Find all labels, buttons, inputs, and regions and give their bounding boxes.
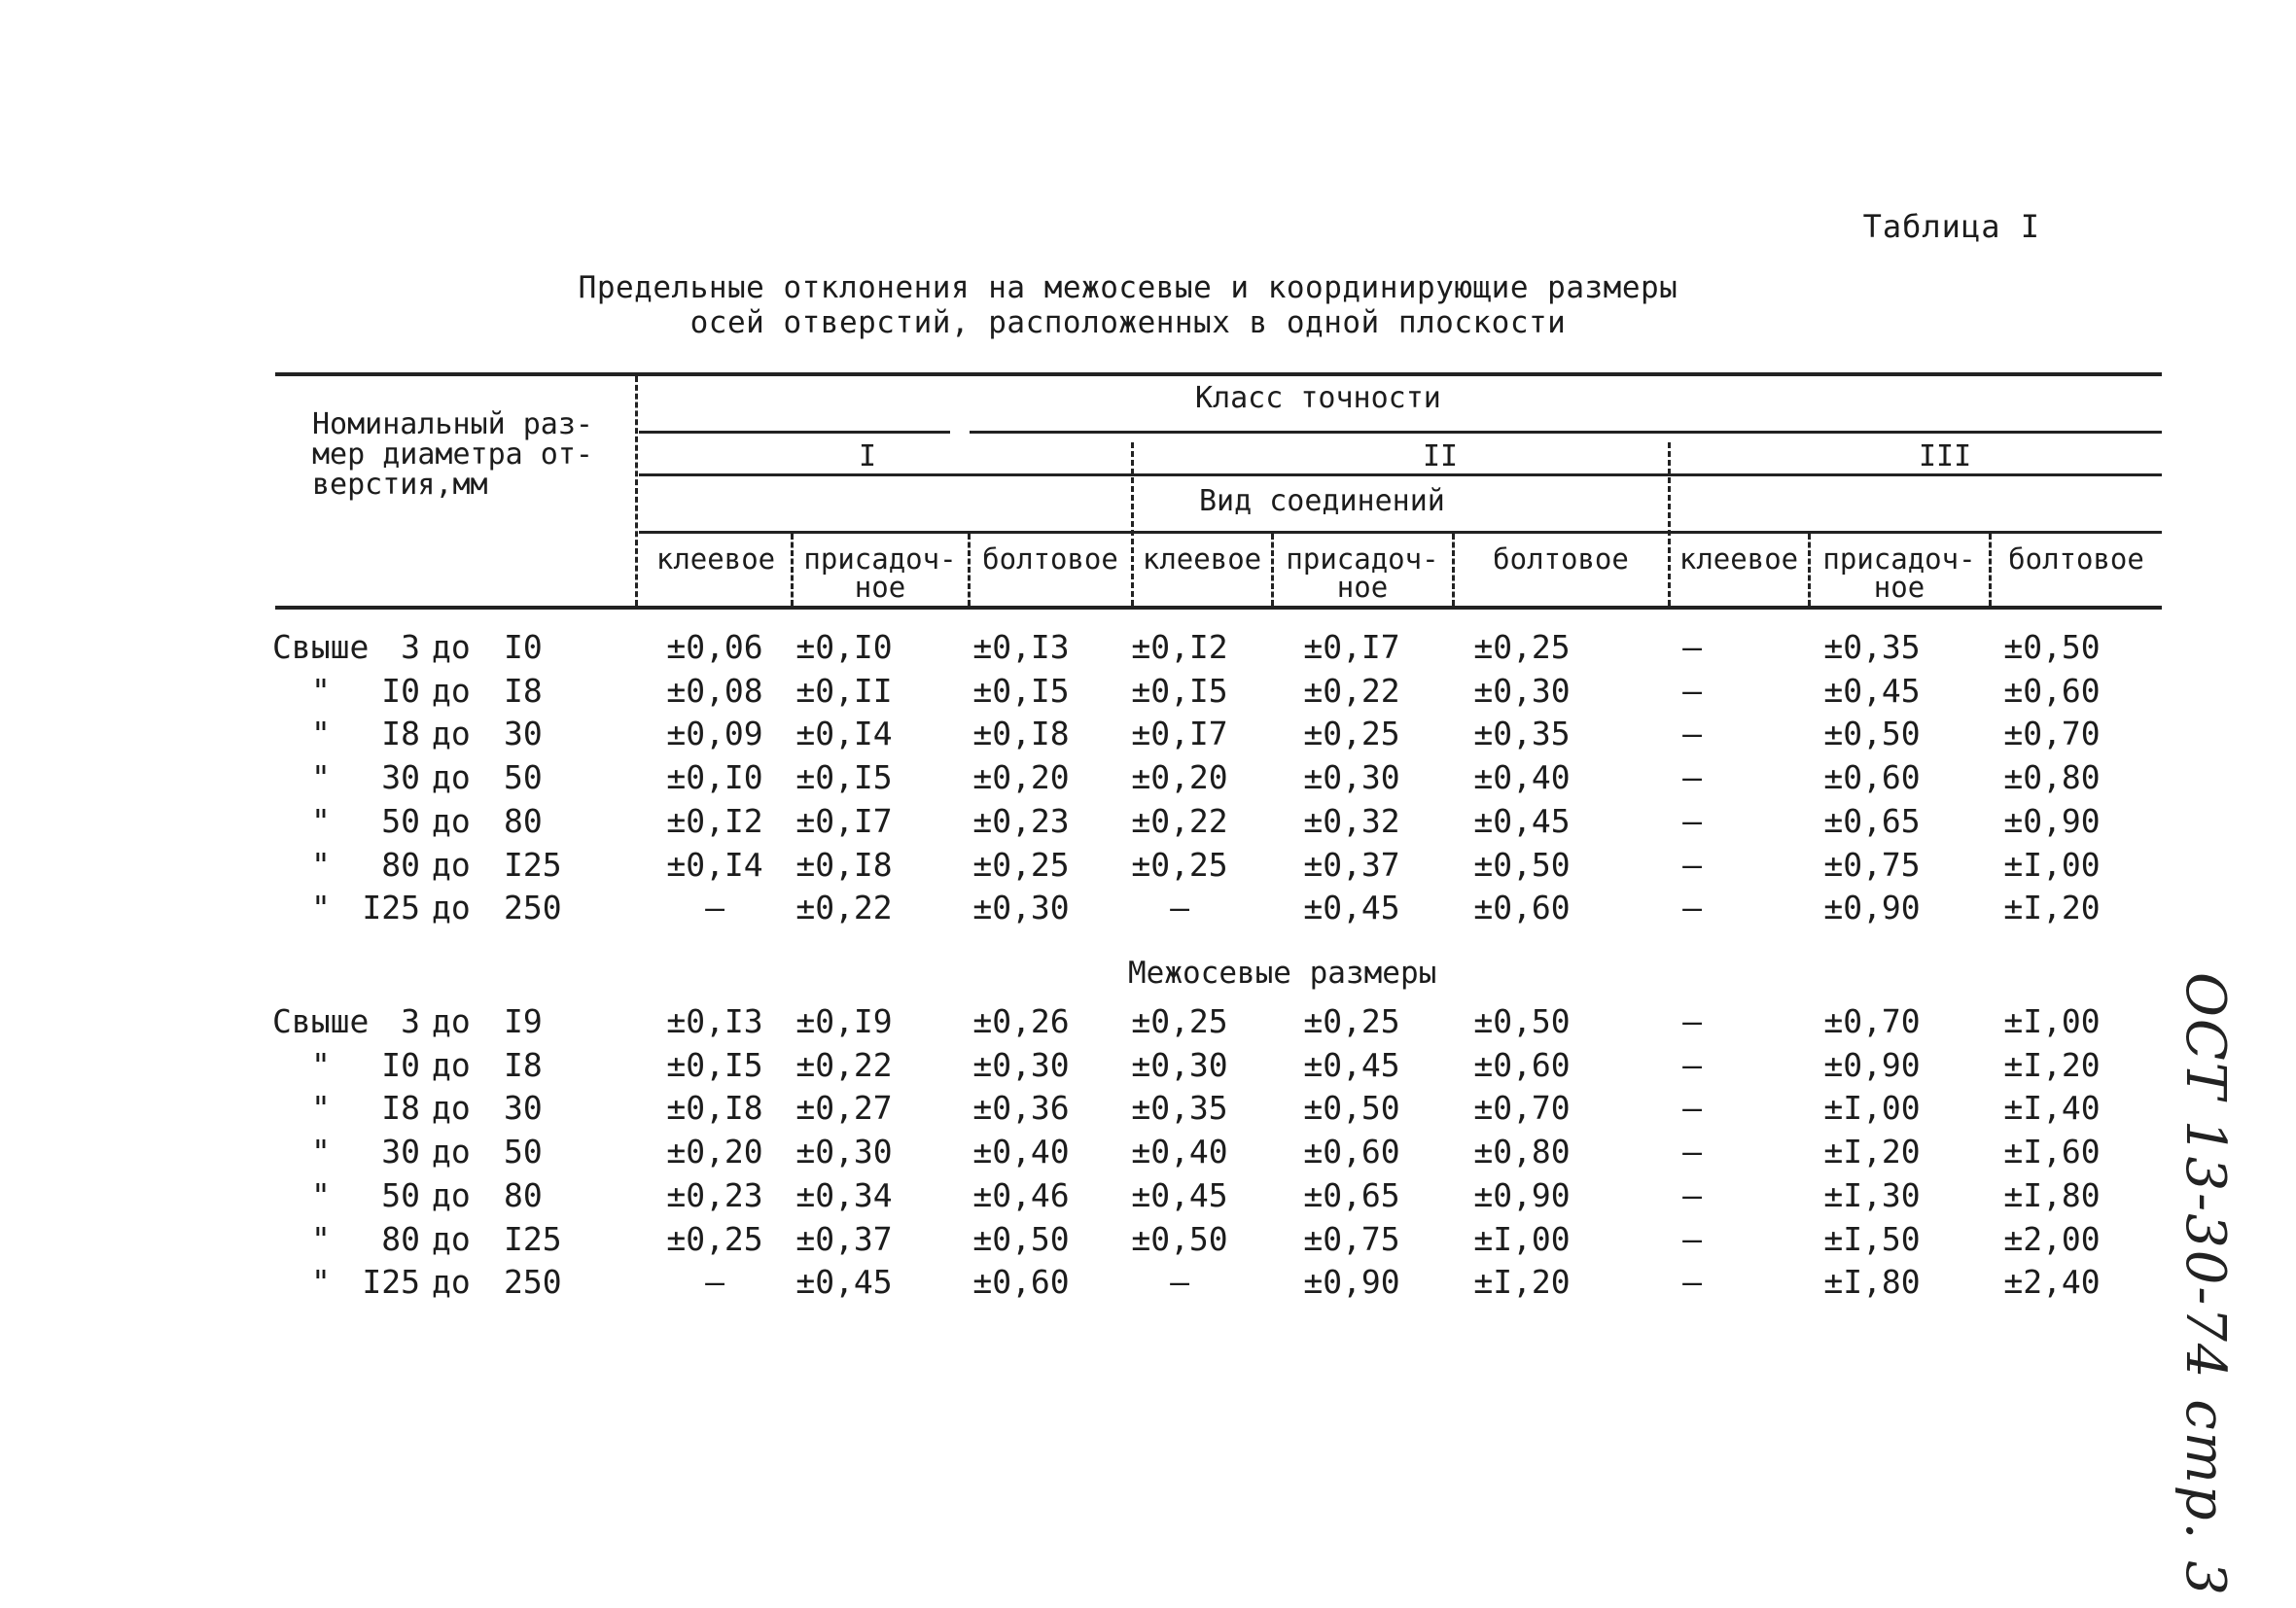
tolerance-cell: ±0,90	[2003, 801, 2101, 840]
range-do: до	[432, 758, 471, 797]
tolerance-cell: –	[1682, 1002, 1702, 1040]
range-from: 50	[381, 801, 420, 840]
tolerance-cell: –	[1682, 845, 1702, 884]
table-row	[272, 889, 2178, 931]
tolerance-cell: ±0,22	[795, 889, 893, 927]
tolerance-cell: ±0,I3	[666, 1002, 763, 1040]
tolerance-cell: ±0,60	[972, 1263, 1070, 1302]
range-prefix: Свыше	[272, 1002, 370, 1040]
tolerance-cell: ±0,60	[1823, 758, 1921, 797]
divider-nominal	[635, 376, 638, 606]
range-from: I8	[381, 715, 420, 753]
range-from: 80	[381, 1219, 420, 1258]
tolerance-cell: ±0,37	[1303, 845, 1400, 884]
nominal-line-1: Номинальный раз-	[312, 407, 593, 441]
tolerance-cell: –	[1682, 1263, 1702, 1302]
table-row	[272, 1046, 2178, 1089]
range-do: до	[432, 671, 471, 710]
table-number: Таблица I	[1862, 208, 2040, 245]
table-row	[272, 758, 2178, 801]
tolerance-cell: ±I,20	[2003, 1045, 2101, 1084]
rule-klass-left	[639, 431, 950, 434]
rule-header-bottom	[275, 606, 2162, 610]
range-from: 30	[381, 758, 420, 797]
tolerance-cell: ±0,I2	[1131, 628, 1228, 666]
range-to: I25	[504, 1219, 562, 1258]
tolerance-cell: ±0,I5	[972, 671, 1070, 710]
section-label: Межосевые размеры	[1128, 956, 1437, 991]
range-prefix: Свыше	[272, 628, 370, 666]
range-from: I25	[362, 889, 420, 927]
tolerance-cell: ±0,40	[972, 1133, 1070, 1171]
range-to: 50	[504, 758, 543, 797]
handwritten-stamp	[2135, 972, 2251, 1597]
type-header-line: присадоч-	[803, 542, 957, 576]
tolerance-cell: –	[705, 889, 724, 927]
tolerance-cell: ±0,40	[1473, 758, 1571, 797]
range-to: 30	[504, 715, 543, 753]
table-row	[272, 1133, 2178, 1175]
table-title	[545, 270, 1712, 340]
ditto-mark: "	[311, 1263, 331, 1302]
range-to: 80	[504, 801, 543, 840]
tolerance-cell: ±0,II	[795, 671, 893, 710]
table-row	[272, 1263, 2178, 1306]
table-row	[272, 672, 2178, 715]
tolerance-cell: ±0,30	[972, 889, 1070, 927]
tolerance-cell: ±0,I9	[795, 1002, 893, 1040]
ditto-mark: "	[311, 1045, 331, 1084]
tolerance-cell: ±0,50	[1131, 1219, 1228, 1258]
tolerance-cell: –	[1682, 1089, 1702, 1128]
tolerance-cell: ±0,90	[1303, 1263, 1400, 1302]
tolerance-cell: ±0,50	[972, 1219, 1070, 1258]
tolerance-cell: ±0,23	[972, 801, 1070, 840]
tolerance-cell: ±I,30	[1823, 1175, 1921, 1214]
tolerance-cell: ±0,70	[2003, 715, 2101, 753]
tolerance-cell: ±0,I4	[666, 845, 763, 884]
table-row	[272, 628, 2178, 671]
tolerance-cell: ±0,I3	[972, 628, 1070, 666]
range-from: 80	[381, 845, 420, 884]
class-iii-header: III	[1919, 439, 1972, 473]
tolerance-cell: ±0,25	[1303, 1002, 1400, 1040]
tolerance-cell: ±0,09	[666, 715, 763, 753]
range-from: I25	[362, 1263, 420, 1302]
range-to: I9	[504, 1002, 543, 1040]
tolerance-cell: ±0,45	[1303, 1045, 1400, 1084]
range-from: I8	[381, 1089, 420, 1128]
range-to: 250	[504, 889, 562, 927]
range-do: до	[432, 1263, 471, 1302]
tolerance-cell: ±0,I0	[666, 758, 763, 797]
tolerance-cell: –	[1682, 1219, 1702, 1258]
tolerance-cell: ±0,30	[1131, 1045, 1228, 1084]
divider-col-5	[1452, 534, 1455, 606]
tolerance-cell: –	[1682, 1045, 1702, 1084]
tolerance-cell: ±0,I5	[795, 758, 893, 797]
tolerance-cell: ±0,45	[795, 1263, 893, 1302]
tolerance-cell: –	[1682, 801, 1702, 840]
type-header-4	[1135, 542, 1269, 576]
tolerance-cell: ±0,45	[1823, 671, 1921, 710]
type-header-6	[1456, 542, 1666, 576]
tolerance-cell: ±0,I7	[1131, 715, 1228, 753]
tolerance-cell: ±I,20	[1823, 1133, 1921, 1171]
tolerance-cell: –	[1682, 628, 1702, 666]
tolerance-cell: ±I,00	[2003, 1002, 2101, 1040]
type-header-1	[643, 542, 789, 576]
tolerance-cell: ±0,25	[666, 1219, 763, 1258]
tolerance-cell: ±0,I0	[795, 628, 893, 666]
vid-header: Вид соединений	[1199, 484, 1445, 518]
rule-class	[639, 473, 2162, 476]
tolerance-cell: ±0,50	[1473, 845, 1571, 884]
tolerance-cell: ±0,30	[1473, 671, 1571, 710]
divider-col-4	[1271, 534, 1274, 606]
tolerance-cell: –	[1682, 758, 1702, 797]
type-header-3	[971, 542, 1129, 576]
range-from: 50	[381, 1175, 420, 1214]
title-line-2: осей отверстий, расположенных в одной плоскости	[689, 305, 1567, 340]
ditto-mark: "	[311, 845, 331, 884]
nominal-line-2: мер диаметра от-	[312, 437, 593, 472]
tolerance-cell: ±0,I5	[1131, 671, 1228, 710]
ditto-mark: "	[311, 1089, 331, 1128]
range-do: до	[432, 1219, 471, 1258]
nominal-size-header	[312, 409, 593, 500]
tolerance-cell: ±0,75	[1303, 1219, 1400, 1258]
tolerance-cell: –	[1682, 1175, 1702, 1214]
tolerance-cell: ±0,37	[795, 1219, 893, 1258]
tolerance-cell: ±I,20	[1473, 1263, 1571, 1302]
tolerance-cell: ±0,90	[1823, 1045, 1921, 1084]
type-header-line: ное	[1336, 571, 1389, 604]
type-header-2	[795, 542, 966, 604]
tolerance-cell: ±0,25	[1303, 715, 1400, 753]
tolerance-cell: ±0,25	[972, 845, 1070, 884]
range-do: до	[432, 715, 471, 753]
type-header-line: клеевое	[1678, 542, 1799, 576]
tolerance-cell: ±0,50	[1823, 715, 1921, 753]
range-do: до	[432, 1002, 471, 1040]
range-do: до	[432, 845, 471, 884]
range-do: до	[432, 1175, 471, 1214]
divider-col-2	[968, 534, 971, 606]
range-from: I0	[381, 1045, 420, 1084]
type-header-line: клеевое	[1142, 542, 1262, 576]
type-header-8	[1812, 542, 1987, 604]
ditto-mark: "	[311, 758, 331, 797]
table-row	[272, 715, 2178, 757]
range-to: I8	[504, 671, 543, 710]
tolerance-cell: ±0,20	[1131, 758, 1228, 797]
tolerance-cell: ±0,80	[1473, 1133, 1571, 1171]
range-do: до	[432, 801, 471, 840]
type-header-5	[1275, 542, 1450, 604]
tolerance-cell: ±0,35	[1131, 1089, 1228, 1128]
tolerance-cell: ±0,50	[2003, 628, 2101, 666]
tolerance-cell: ±0,35	[1473, 715, 1571, 753]
divider-col-1	[791, 534, 794, 606]
tolerance-cell: ±0,50	[1473, 1002, 1571, 1040]
divider-class-1	[1131, 442, 1134, 606]
tolerance-cell: ±0,20	[972, 758, 1070, 797]
type-header-7	[1672, 542, 1806, 576]
tolerance-cell: ±0,I2	[666, 801, 763, 840]
tolerance-cell: ±0,30	[1303, 758, 1400, 797]
range-from: 3	[401, 628, 420, 666]
tolerance-cell: ±0,80	[2003, 758, 2101, 797]
ditto-mark: "	[311, 889, 331, 927]
table-row	[272, 1176, 2178, 1219]
rule-vid	[639, 531, 2162, 534]
tolerance-cell: ±0,30	[972, 1045, 1070, 1084]
range-do: до	[432, 628, 471, 666]
tolerance-cell: ±0,25	[1131, 1002, 1228, 1040]
tolerance-cell: ±0,I7	[1303, 628, 1400, 666]
tolerance-cell: ±0,30	[795, 1133, 893, 1171]
tolerance-cell: ±0,I7	[795, 801, 893, 840]
ditto-mark: "	[311, 671, 331, 710]
klass-header: Класс точности	[1195, 381, 1441, 415]
range-to: 30	[504, 1089, 543, 1128]
tolerance-cell: –	[1170, 889, 1189, 927]
tolerance-cell: ±0,70	[1473, 1089, 1571, 1128]
tolerance-cell: ±0,22	[1131, 801, 1228, 840]
tolerance-cell: ±0,27	[795, 1089, 893, 1128]
ditto-mark: "	[311, 715, 331, 753]
range-to: I0	[504, 628, 543, 666]
stamp-text: ОСТ 13-30-74 стр. 3	[2173, 972, 2237, 1597]
tolerance-cell: ±0,50	[1303, 1089, 1400, 1128]
divider-col-7	[1808, 534, 1811, 606]
tolerance-cell: ±0,60	[1303, 1133, 1400, 1171]
ditto-mark: "	[311, 1133, 331, 1171]
tolerance-cell: ±0,20	[666, 1133, 763, 1171]
tolerance-cell: ±0,40	[1131, 1133, 1228, 1171]
tolerance-cell: ±0,60	[2003, 671, 2101, 710]
tolerance-cell: ±0,I5	[666, 1045, 763, 1084]
tolerance-cell: ±I,60	[2003, 1133, 2101, 1171]
table-row	[272, 1002, 2178, 1045]
tolerance-cell: ±0,75	[1823, 845, 1921, 884]
table-row	[272, 1089, 2178, 1132]
tolerance-cell: ±0,60	[1473, 889, 1571, 927]
tolerance-cell: ±0,46	[972, 1175, 1070, 1214]
range-to: 250	[504, 1263, 562, 1302]
class-ii-header: II	[1423, 439, 1459, 473]
type-header-line: присадоч-	[1822, 542, 1976, 576]
tolerance-cell: ±0,I8	[666, 1089, 763, 1128]
tolerance-cell: ±0,I8	[795, 845, 893, 884]
tolerance-cell: ±0,45	[1131, 1175, 1228, 1214]
type-header-9	[1993, 542, 2160, 576]
tolerance-cell: –	[1170, 1263, 1189, 1302]
tolerance-cell: ±0,25	[1131, 845, 1228, 884]
tolerance-cell: ±0,34	[795, 1175, 893, 1214]
table-row	[272, 1220, 2178, 1263]
divider-class-2	[1668, 442, 1671, 606]
range-do: до	[432, 1045, 471, 1084]
type-header-line: болтовое	[2008, 542, 2144, 576]
tolerance-cell: ±0,I8	[972, 715, 1070, 753]
range-do: до	[432, 1133, 471, 1171]
type-header-line: болтовое	[982, 542, 1118, 576]
tolerance-cell: –	[1682, 715, 1702, 753]
ditto-mark: "	[311, 1219, 331, 1258]
tolerance-cell: ±0,35	[1823, 628, 1921, 666]
range-do: до	[432, 1089, 471, 1128]
range-from: 3	[401, 1002, 420, 1040]
range-to: 50	[504, 1133, 543, 1171]
range-from: I0	[381, 671, 420, 710]
tolerance-cell: ±0,23	[666, 1175, 763, 1214]
tolerance-cell: ±0,60	[1473, 1045, 1571, 1084]
tolerance-cell: –	[705, 1263, 724, 1302]
tolerance-cell: ±0,22	[795, 1045, 893, 1084]
tolerance-cell: ±2,00	[2003, 1219, 2101, 1258]
tolerance-cell: ±I,80	[2003, 1175, 2101, 1214]
table-row	[272, 846, 2178, 889]
table-row	[272, 802, 2178, 845]
tolerance-cell: ±I,20	[2003, 889, 2101, 927]
ditto-mark: "	[311, 801, 331, 840]
nominal-line-3: верстия,мм	[312, 468, 488, 502]
tolerance-cell: –	[1682, 671, 1702, 710]
type-header-line: ное	[1873, 571, 1925, 604]
tolerance-cell: ±0,45	[1303, 889, 1400, 927]
tolerance-cell: ±0,22	[1303, 671, 1400, 710]
type-header-line: ное	[854, 571, 906, 604]
range-to: 80	[504, 1175, 543, 1214]
tolerance-cell: ±2,40	[2003, 1263, 2101, 1302]
tolerance-cell: ±0,90	[1473, 1175, 1571, 1214]
tolerance-cell: –	[1682, 1133, 1702, 1171]
tolerance-cell: ±I,00	[1473, 1219, 1571, 1258]
ditto-mark: "	[311, 1175, 331, 1214]
tolerance-cell: ±I,00	[1823, 1089, 1921, 1128]
tolerance-cell: ±0,I4	[795, 715, 893, 753]
tolerance-cell: ±I,00	[2003, 845, 2101, 884]
tolerance-cell: ±0,90	[1823, 889, 1921, 927]
type-header-line: клеевое	[655, 542, 776, 576]
divider-col-8	[1989, 534, 1992, 606]
type-header-line: болтовое	[1493, 542, 1629, 576]
tolerance-cell: ±0,25	[1473, 628, 1571, 666]
tolerance-cell: ±0,36	[972, 1089, 1070, 1128]
rule-klass-right	[970, 431, 2162, 434]
tolerance-cell: ±I,80	[1823, 1263, 1921, 1302]
tolerance-cell: ±I,40	[2003, 1089, 2101, 1128]
tolerance-cell: ±0,06	[666, 628, 763, 666]
tolerance-cell: –	[1682, 889, 1702, 927]
tolerance-cell: ±0,65	[1823, 801, 1921, 840]
title-line-1: Предельные отклонения на межосевые и координирующие размеры	[578, 270, 1678, 305]
range-do: до	[432, 889, 471, 927]
tolerance-cell: ±0,32	[1303, 801, 1400, 840]
tolerance-cell: ±I,50	[1823, 1219, 1921, 1258]
tolerance-cell: ±0,65	[1303, 1175, 1400, 1214]
range-from: 30	[381, 1133, 420, 1171]
rule-top	[275, 372, 2162, 376]
tolerance-cell: ±0,45	[1473, 801, 1571, 840]
range-to: I8	[504, 1045, 543, 1084]
tolerance-cell: ±0,70	[1823, 1002, 1921, 1040]
tolerance-cell: ±0,26	[972, 1002, 1070, 1040]
class-i-header: I	[859, 439, 877, 473]
range-to: I25	[504, 845, 562, 884]
type-header-line: присадоч-	[1286, 542, 1439, 576]
tolerance-cell: ±0,08	[666, 671, 763, 710]
